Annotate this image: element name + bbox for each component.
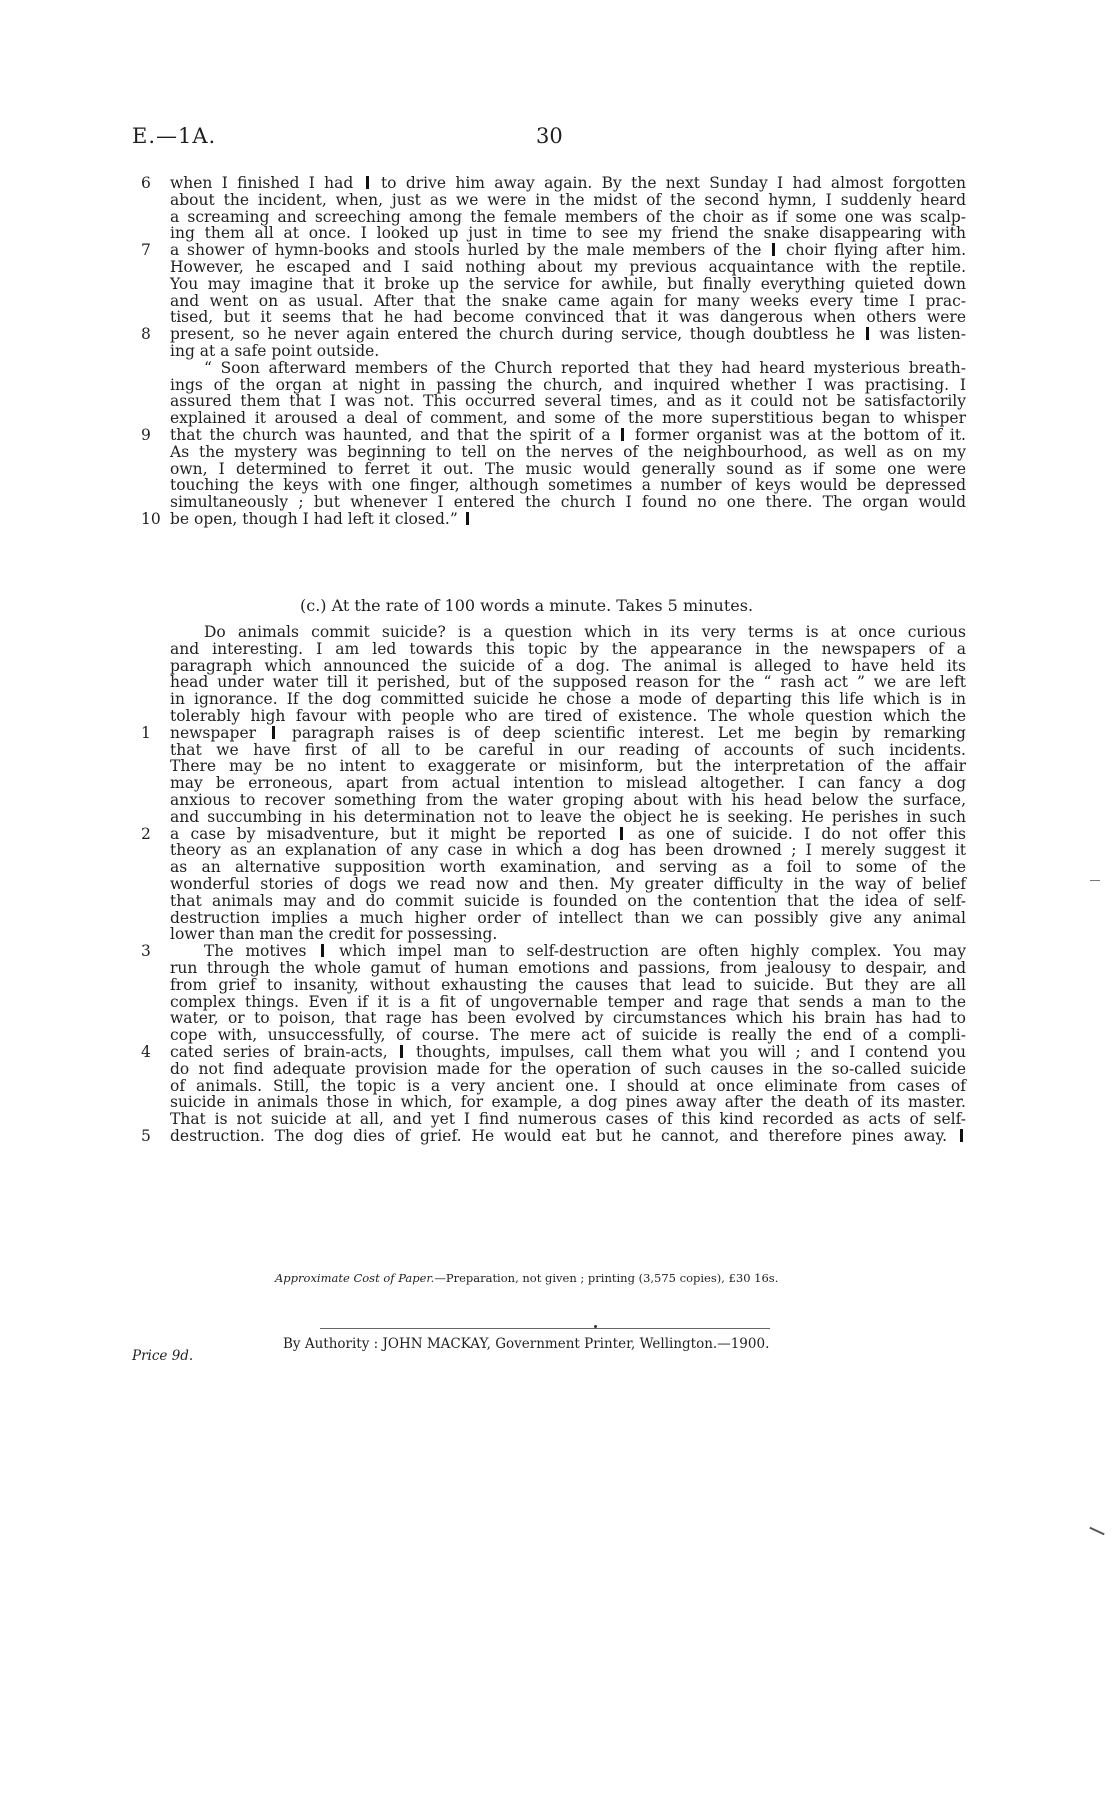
count-divider-mark <box>321 944 324 957</box>
text-line <box>141 1126 966 1145</box>
text-line <box>170 293 966 310</box>
count-divider-mark <box>960 1129 963 1142</box>
text-line <box>170 276 966 293</box>
line-text: water, or to poison, that rage has been evolved by circumstances which his brain has had to <box>170 1009 966 1028</box>
line-text: a screaming and screeching among the female members of the choir as if some one was scalp- <box>170 207 966 226</box>
line-text: complex things. Even if it is a fit of ungovernable temper and rage that sends a man to the <box>170 992 966 1011</box>
line-text: However, he escaped and I said nothing about my previous acquaintance with the reptile. <box>170 257 966 276</box>
line-text: touching the keys with one finger, although sometimes a number of keys would be depressed <box>170 476 966 495</box>
line-text: as one of suicide. I do not offer this <box>637 824 966 843</box>
line-text: that animals may and do commit suicide is founded on the contention that the idea of self- <box>170 891 966 910</box>
marginal-count-number: 8 <box>141 325 151 344</box>
text-line <box>170 209 966 226</box>
text-line <box>170 225 966 242</box>
line-text: of animals. Still, the topic is a very ancient one. I should at once eliminate from cases of <box>170 1076 966 1095</box>
passage-c-text <box>141 623 967 1145</box>
line-text: may be erroneous, apart from actual intention to mislead altogether. I can fancy a dog <box>170 774 966 793</box>
text-line <box>170 977 966 994</box>
line-text: You may imagine that it broke up the service for awhile, but finally everything quieted down <box>170 274 966 293</box>
text-line <box>141 509 966 528</box>
text-line <box>170 842 966 859</box>
text-line <box>170 259 966 276</box>
line-text: tised, but it seems that he had become convinced that it was dangerous when others were <box>170 308 966 327</box>
text-line <box>170 691 966 708</box>
line-text: present, so he never again entered the church during service, though doubtless he <box>170 325 856 344</box>
document-reference: E.—1A. <box>132 124 217 148</box>
text-line <box>170 393 966 410</box>
text-line <box>170 360 966 377</box>
line-text: that the church was haunted, and that the spirit of a <box>170 425 611 444</box>
text-line <box>170 309 966 326</box>
text-line <box>170 758 966 775</box>
text-line <box>170 494 966 511</box>
marginal-count-number: 9 <box>141 425 151 444</box>
cost-note <box>275 1271 778 1285</box>
line-text: thoughts, impulses, call them what you will ; and I contend you <box>416 1042 966 1061</box>
line-text: paragraph raises is of deep scientific interest. Let me begin by remarking <box>291 723 966 742</box>
count-divider-mark <box>772 243 775 256</box>
line-text: and went on as usual. After that the snake came again for many weeks every time I prac- <box>170 291 966 310</box>
text-line <box>170 926 966 943</box>
line-text: lower than man the credit for possessing. <box>170 925 498 944</box>
text-line <box>170 641 966 658</box>
line-text: tolerably high favour with people who are tired of existence. The whole question which the <box>170 706 966 725</box>
line-text: As the mystery was beginning to tell on the nerves of the neighbourhood, as well as on my <box>170 442 966 461</box>
price-label: Price 9d. <box>132 1348 194 1364</box>
line-text: simultaneously ; but whenever I entered the church I found no one there. The organ would <box>170 493 966 512</box>
marginal-count-number: 3 <box>141 942 151 961</box>
text-line <box>141 241 966 260</box>
text-line <box>170 377 966 394</box>
line-text: be open, though I had left it closed.” <box>170 509 458 528</box>
text-line <box>170 708 966 725</box>
line-text: assured them that I was not. This occurred several times, and as it could not be satisfactorily <box>170 392 966 411</box>
line-text: cated series of brain-acts, <box>170 1042 388 1061</box>
line-text: from grief to insanity, without exhausting the causes that lead to suicide. But they are all <box>170 975 966 994</box>
line-text: The motives <box>204 942 307 961</box>
text-line <box>141 942 967 961</box>
marginal-count-number: 6 <box>141 174 151 192</box>
line-text: That is not suicide at all, and yet I find numerous cases of this kind recorded as acts of self- <box>170 1110 966 1129</box>
line-text: cope with, unsuccessfully, of course. The mere act of suicide is really the end of a compli- <box>170 1026 966 1045</box>
ink-speck <box>1089 1527 1104 1536</box>
marginal-count-number: 10 <box>141 509 161 528</box>
line-text: in ignorance. If the dog committed suicide he chose a mode of departing this life which is in <box>170 690 966 709</box>
text-line <box>170 477 966 494</box>
line-text: to drive him away again. By the next Sunday I had almost forgotten <box>380 174 966 192</box>
divider-dot <box>594 1325 597 1328</box>
line-text: choir flying after him. <box>785 241 966 260</box>
passage-b-text <box>141 174 966 528</box>
text-line <box>170 674 966 691</box>
line-text: as an alternative supposition worth examination, and serving as a foil to some of the <box>170 858 966 877</box>
count-divider-mark <box>621 428 624 441</box>
text-line <box>170 994 966 1011</box>
line-text: and succumbing in his determination not to leave the object he is seeking. He perishes in such <box>170 807 966 826</box>
text-line <box>170 1010 966 1027</box>
line-text: explained it aroused a deal of comment, and some of the more superstitious began to whisper <box>170 409 966 428</box>
text-line <box>170 910 966 927</box>
line-text: ing at a safe point outside. <box>170 341 380 360</box>
text-line <box>170 876 966 893</box>
line-text: There may be no intent to exaggerate or misinform, but the interpretation of the affair <box>170 757 966 776</box>
text-line <box>170 859 966 876</box>
line-text: run through the whole gamut of human emotions and passions, from jealousy to despair, and <box>170 958 966 977</box>
text-line <box>170 1078 966 1095</box>
count-divider-mark <box>866 327 869 340</box>
section-heading-c: (c.) At the rate of 100 words a minute. Takes 5 minutes. <box>300 596 754 615</box>
line-text: suicide in animals those in which, for example, a dog pines away after the death of its master. <box>170 1093 966 1112</box>
marginal-count-number: 5 <box>141 1126 151 1145</box>
text-line <box>170 960 966 977</box>
cost-label: Approximate Cost of Paper. <box>275 1271 435 1285</box>
text-line <box>170 775 966 792</box>
line-text: head under water till it perished, but of the supposed reason for the “ rash act ” we are left <box>170 673 966 692</box>
line-text: was listen- <box>879 325 966 344</box>
line-text: that we have first of all to be careful in our reading of accounts of such incidents. <box>170 740 966 759</box>
line-text: ings of the organ at night in passing the church, and inquired whether I was practising. I <box>170 375 966 394</box>
marginal-count-number: 1 <box>141 723 151 742</box>
line-text: about the incident, when, just as we were in the midst of the second hymn, I suddenly heard <box>170 190 966 209</box>
text-line <box>170 1027 966 1044</box>
line-text: paragraph which announced the suicide of a dog. The animal is alleged to have held its <box>170 656 966 675</box>
line-text: when I finished I had <box>170 174 354 192</box>
count-divider-mark <box>272 726 275 739</box>
cost-text: —Preparation, not given ; printing (3,575 copies), £30 16s. <box>434 1271 779 1285</box>
printer-authority: By Authority : JOHN MACKAY, Government Printer, Wellington.—1900. <box>283 1336 770 1352</box>
text-line <box>141 824 966 843</box>
text-line <box>141 174 966 192</box>
line-text: anxious to recover something from the water groping about with his head below the surface, <box>170 790 966 809</box>
text-line <box>170 1061 966 1078</box>
marginal-count-number: 7 <box>141 241 151 260</box>
line-text: “ Soon afterward members of the Church reported that they had heard mysterious breath- <box>204 358 966 377</box>
text-line <box>170 444 966 461</box>
line-text: theory as an explanation of any case in which a dog has been drowned ; I merely suggest it <box>170 841 966 860</box>
count-divider-mark <box>466 512 469 525</box>
text-line <box>170 893 966 910</box>
line-text: which impel man to self-destruction are often highly complex. You may <box>339 942 967 961</box>
line-text: do not find adequate provision made for the operation of such causes in the so-called suicide <box>170 1059 966 1078</box>
marginal-count-number: 2 <box>141 824 151 843</box>
line-text: own, I determined to ferret it out. The music would generally sound as if some one were <box>170 459 966 478</box>
text-line <box>170 461 966 478</box>
text-line <box>170 792 966 809</box>
text-line <box>170 343 966 360</box>
text-line <box>170 192 966 209</box>
count-divider-mark <box>366 176 369 189</box>
line-text: destruction. The dog dies of grief. He would eat but he cannot, and therefore pines away. <box>170 1126 948 1145</box>
line-text: former organist was at the bottom of it. <box>635 425 966 444</box>
text-line <box>170 1111 966 1128</box>
line-text: destruction implies a much higher order of intellect than we can possibly give any animal <box>170 908 966 927</box>
text-line <box>141 1042 966 1061</box>
line-text: and interesting. I am led towards this topic by the appearance in the newspapers of a <box>170 639 966 658</box>
text-line <box>170 742 966 759</box>
line-text: a case by misadventure, but it might be reported <box>170 824 607 843</box>
text-line <box>170 624 966 641</box>
line-text: ing them all at once. I looked up just in time to see my friend the snake disappearing with <box>170 224 966 243</box>
text-line <box>141 723 966 742</box>
text-line <box>141 325 966 344</box>
text-line <box>170 1094 966 1111</box>
line-text: Do animals commit suicide? is a question which in its very terms is at once curious <box>204 623 966 641</box>
text-line <box>170 410 966 427</box>
line-text: a shower of hymn-books and stools hurled by the male members of the <box>170 241 762 260</box>
count-divider-mark <box>400 1045 403 1058</box>
ink-speck <box>1090 880 1100 881</box>
divider-rule <box>320 1328 770 1329</box>
count-divider-mark <box>620 827 623 840</box>
page-number: 30 <box>536 124 563 148</box>
line-text: wonderful stories of dogs we read now and then. My greater difficulty in the way of belief <box>170 874 966 893</box>
text-line <box>170 658 966 675</box>
text-line <box>141 425 966 444</box>
line-text: newspaper <box>170 723 257 742</box>
text-line <box>170 809 966 826</box>
marginal-count-number: 4 <box>141 1042 151 1061</box>
